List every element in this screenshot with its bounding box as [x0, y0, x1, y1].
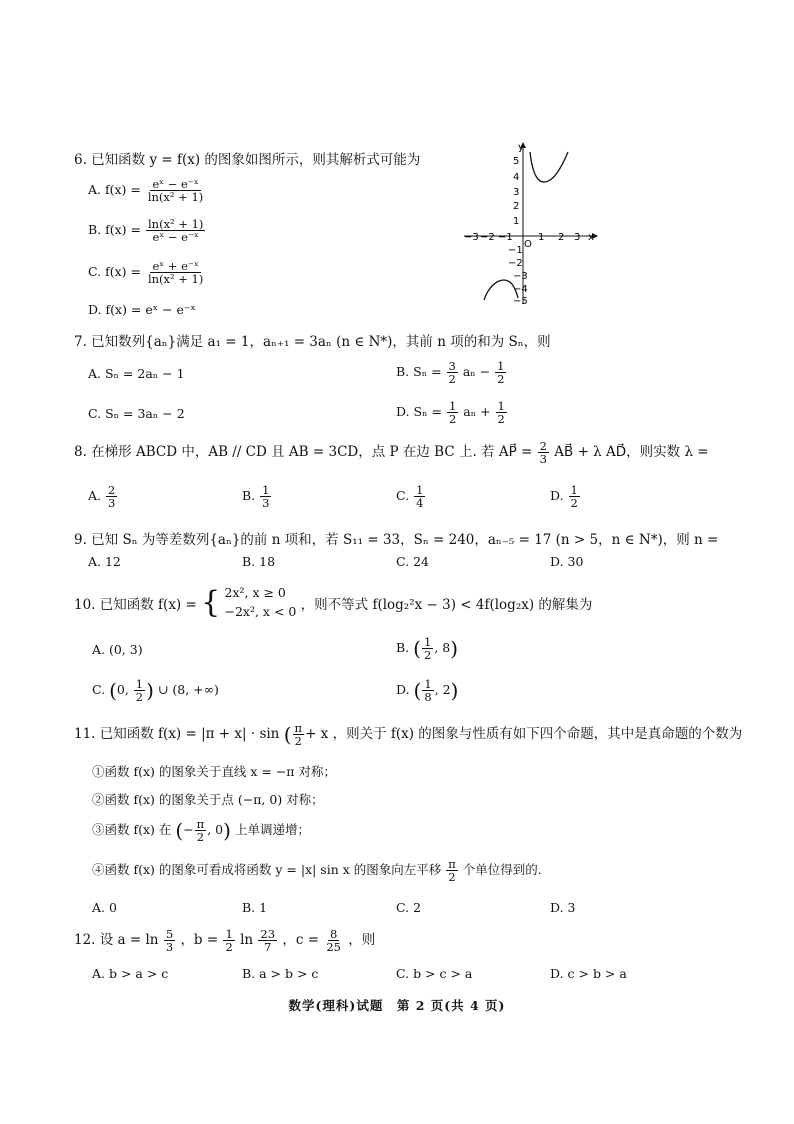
q8-option-d-den: 2 [570, 496, 578, 511]
x-tick-1: 1 [538, 232, 545, 243]
y-tick-neg3: −3 [513, 271, 528, 282]
q6-option-a [88, 178, 206, 203]
q12-a-num: 5 [165, 927, 174, 941]
q7-option-d-frac1-num: 1 [448, 399, 457, 413]
q12-b-num: 1 [225, 927, 233, 941]
q11-p3-in-post: , 0 [207, 822, 224, 838]
page-footer: 数学(理科)试题 第 2 页(共 4 页) [288, 998, 506, 1013]
q8-option-b-fraction [260, 484, 271, 509]
q6-option-c-fraction [146, 260, 205, 285]
q11-p3-frac-den: 2 [196, 830, 205, 845]
q7-option-b-frac1 [447, 360, 458, 385]
q11-p4-frac-num: π [448, 857, 456, 871]
q7-option-d-frac1-den: 2 [448, 412, 457, 427]
x-tick-3: 3 [574, 232, 581, 243]
q10-case-2: −2x², x < 0 [224, 603, 297, 619]
x-tick-labels [464, 232, 580, 243]
q10-option-d-fraction [422, 678, 433, 703]
q10-case-1: 2x², x ≥ 0 [224, 585, 286, 600]
q6-option-b-numerator: ln(x² + 1) [148, 217, 204, 231]
q10-option-a: A. (0, 3) [92, 642, 143, 657]
q9-option-a: A. 12 [88, 554, 121, 569]
q10-option-d-num: 1 [424, 677, 432, 691]
x-axis-label: x [588, 232, 594, 243]
q10-option-c-label: C. [92, 682, 106, 698]
q10-option-b-fraction [422, 636, 433, 661]
q12-mid-1: ，b = [180, 932, 219, 949]
q10-option-b-lparen: ( [413, 636, 421, 661]
q8-option-c-num: 1 [416, 483, 424, 497]
q7-option-b-frac2 [495, 360, 506, 385]
q10-option-b-rparen: ) [450, 636, 459, 661]
q7-option-d-frac2-num: 1 [497, 399, 505, 413]
q10-stem-pre: 10. 已知函数 f(x) = [74, 596, 197, 613]
q7-option-d-frac2 [496, 400, 507, 425]
q12-b2-num: 23 [260, 927, 276, 941]
q6-option-a-numerator: eˣ − e⁻ˣ [152, 177, 199, 191]
q6-option-a-label: A. f(x) = [88, 182, 141, 198]
q12-option-b: B. a > b > c [242, 966, 319, 981]
q12-mid-3: ，c = [282, 932, 320, 949]
q10-option-c-rparen: ) [146, 678, 154, 703]
q7-option-a: A. Sₙ = 2aₙ − 1 [88, 366, 185, 381]
q7-option-c: C. Sₙ = 3aₙ − 2 [88, 406, 185, 421]
q8-option-b [242, 484, 272, 509]
q6-stem: 6. 已知函数 y = f(x) 的图象如图所示，则其解析式可能为 [74, 152, 421, 168]
origin-label: O [524, 239, 532, 250]
q6-option-a-denominator: ln(x² + 1) [147, 190, 204, 205]
q11-p4-post: 个单位得到的. [462, 862, 542, 878]
graph-curve-right [530, 152, 568, 182]
q8-option-a-label: A. [88, 488, 102, 504]
q7-option-b-frac1-num: 3 [448, 359, 456, 373]
q12-option-d: D. c > b > a [550, 966, 627, 981]
q11-p4-fraction [446, 858, 458, 883]
q7-stem: 7. 已知数列{aₙ}满足 a₁ = 1，aₙ₊₁ = 3aₙ (n ∈ N*)，其前 n 项的和为 Sₙ，则 [74, 334, 551, 350]
q7-option-b-mid: aₙ − [462, 364, 491, 380]
q7-option-d-frac2-den: 2 [497, 412, 505, 427]
q8-option-a-den: 3 [108, 496, 116, 511]
q12-c-fraction [324, 928, 343, 953]
q10-stem [74, 584, 592, 622]
q9-stem: 9. 已知 Sₙ 为等差数列{aₙ}的前 n 项和，若 S₁₁ = 33，Sₙ = 240，aₙ₋₅ = 17 (n > 5，n ∈ N*)，则 n = [74, 532, 719, 548]
q11-p4-frac-den: 2 [448, 870, 456, 885]
q8-option-a-num: 2 [108, 483, 116, 497]
q8-stem-frac-num: 2 [539, 439, 547, 453]
q11-stem-lparen: ( [283, 722, 292, 747]
q11-option-c: C. 2 [396, 900, 422, 915]
q10-option-b-label: B. [396, 640, 410, 656]
q12-b-fraction [223, 928, 234, 953]
q11-stem-frac-den: 2 [294, 734, 302, 749]
q6-option-c-denominator: ln(x² + 1) [147, 272, 204, 287]
q8-option-c-fraction [414, 484, 425, 509]
q10-option-c-fraction [134, 678, 145, 703]
q10-option-d-post: , 2 [434, 682, 451, 698]
q12-option-a: A. b > a > c [92, 966, 169, 981]
q6-option-c [88, 260, 206, 285]
q8-option-b-den: 3 [262, 496, 270, 511]
x-tick-neg2: −2 [480, 232, 495, 243]
q10-option-c-num: 1 [135, 677, 144, 691]
q12-b2-fraction [258, 928, 277, 953]
q11-proposition-1: ①函数 f(x) 的图象关于直线 x = −π 对称； [92, 764, 336, 779]
q8-option-d-label: D. [550, 488, 564, 504]
q7-option-d [396, 400, 508, 425]
q11-stem [74, 722, 742, 747]
q11-option-a: A. 0 [92, 900, 117, 915]
q7-option-d-label: D. Sₙ = [396, 404, 442, 420]
q6-option-b-label: B. f(x) = [88, 222, 142, 238]
q11-p3-pre: ③函数 f(x) 在 [92, 822, 172, 838]
q11-p3-frac-num: π [196, 817, 205, 831]
q6-option-a-fraction [146, 178, 205, 203]
q12-a-fraction [164, 928, 175, 953]
q12-b2-den: 7 [264, 940, 272, 955]
y-tick-neg4: −4 [513, 284, 528, 295]
q6-option-c-label: C. f(x) = [88, 264, 141, 280]
x-tick-neg3: −3 [464, 232, 479, 243]
q11-proposition-2: ②函数 f(x) 的图象关于点 (−π, 0) 对称； [92, 792, 324, 807]
q6-option-c-numerator: eˣ + e⁻ˣ [152, 259, 199, 273]
x-tick-2: 2 [558, 232, 565, 243]
q11-p4-pre: ④函数 f(x) 的图象可看成将函数 y = |x| sin x 的图象向左平移 [92, 862, 442, 878]
q6-option-b [88, 218, 206, 243]
q12-stem-pre: 12. 设 a = ln [74, 932, 159, 949]
q10-option-b-post: , 8 [434, 640, 451, 656]
q10-option-b-den: 2 [423, 648, 432, 663]
y-tick-2: 2 [513, 201, 520, 212]
q10-option-b-num: 1 [423, 635, 432, 649]
q12-c-num: 8 [329, 927, 338, 941]
q10-option-d [396, 678, 458, 703]
q11-stem-frac-num: π [294, 721, 303, 735]
q9-option-d: D. 30 [550, 554, 584, 569]
q10-option-b [396, 636, 458, 661]
q8-option-d [550, 484, 581, 509]
q8-option-a-fraction [106, 484, 117, 509]
q11-option-d: D. 3 [550, 900, 576, 915]
q8-option-a [88, 484, 118, 509]
q8-option-c-den: 4 [416, 496, 424, 511]
q10-option-d-label: D. [396, 682, 410, 698]
q11-proposition-3 [92, 818, 310, 843]
q8-stem-fraction [538, 440, 549, 465]
q7-option-b-frac1-den: 2 [448, 372, 456, 387]
q10-option-d-rparen: ) [450, 678, 459, 703]
q12-a-den: 3 [165, 940, 174, 955]
q6-option-b-denominator: eˣ − e⁻ˣ [152, 230, 199, 245]
q9-option-b: B. 18 [242, 554, 276, 569]
y-tick-1: 1 [513, 216, 520, 227]
q7-option-b-label: B. Sₙ = [396, 364, 442, 380]
q12-option-c: C. b > c > a [396, 966, 473, 981]
y-tick-neg2: −2 [508, 258, 523, 269]
q10-option-d-lparen: ( [413, 678, 422, 703]
q8-option-b-label: B. [242, 488, 256, 504]
x-tick-neg1: −1 [498, 232, 513, 243]
q11-option-b: B. 1 [242, 900, 268, 915]
q6-function-graph [462, 140, 602, 308]
q11-proposition-4 [92, 858, 542, 883]
q12-b-den: 2 [225, 940, 233, 955]
q10-option-c-post: ∪ (8, +∞) [157, 682, 219, 698]
q9-option-c: C. 24 [396, 554, 429, 569]
q7-option-d-mid: aₙ + [463, 404, 491, 420]
y-tick-neg1: −1 [508, 245, 523, 256]
q8-option-c [396, 484, 426, 509]
q7-option-d-frac1 [447, 400, 458, 425]
q7-option-b [396, 360, 507, 385]
q7-option-b-frac2-den: 2 [497, 372, 505, 387]
q11-stem-post: + x ，则关于 f(x) 的图象与性质有如下四个命题，其中是真命题的个数为 [305, 726, 743, 743]
y-tick-neg5: −5 [513, 296, 528, 307]
q10-option-c [92, 678, 219, 703]
q10-option-c-lparen: ( [109, 678, 117, 703]
q11-p3-in-pre: − [183, 822, 194, 838]
q8-option-d-fraction [569, 484, 580, 509]
q12-mid-2: ln [240, 932, 254, 949]
q10-piecewise-cases [225, 584, 297, 622]
q8-option-b-num: 1 [262, 483, 270, 497]
q8-stem-post: AB⃗ + λ AD⃗，则实数 λ = [554, 444, 709, 461]
q12-stem-post: ，则 [348, 932, 376, 949]
q11-p3-rparen: ) [223, 818, 231, 843]
q8-stem-frac-den: 3 [539, 452, 547, 467]
q8-stem [74, 440, 709, 465]
q10-stem-post: ，则不等式 f(log₂²x − 3) < 4f(log₂x) 的解集为 [300, 596, 593, 613]
q10-piecewise-brace: { [201, 584, 221, 620]
q11-p3-fraction [195, 818, 207, 843]
y-tick-3: 3 [513, 187, 520, 198]
q11-stem-fraction [293, 722, 305, 747]
q6-option-b-fraction [146, 218, 205, 243]
q8-option-d-num: 1 [570, 483, 578, 497]
q10-option-c-den: 2 [135, 690, 144, 705]
q12-c-den: 25 [326, 940, 341, 955]
q11-p3-post: 上单调递增； [234, 822, 310, 838]
q7-option-b-frac2-num: 1 [497, 359, 505, 373]
q10-option-d-den: 8 [424, 690, 432, 705]
y-tick-4: 4 [513, 172, 520, 183]
q11-stem-pre: 11. 已知函数 f(x) = |π + x| · sin [74, 726, 280, 743]
q8-stem-pre: 8. 在梯形 ABCD 中，AB // CD 且 AB = 3CD，点 P 在边 BC 上. 若 AP⃗ = [74, 444, 533, 461]
y-tick-5: 5 [513, 156, 520, 167]
q12-stem [74, 928, 375, 953]
q11-p3-lparen: ( [175, 818, 184, 843]
q8-option-c-label: C. [396, 488, 410, 504]
q10-option-c-a: 0, [116, 682, 133, 698]
y-axis-label: y [518, 142, 524, 153]
q6-option-d: D. f(x) = eˣ − e⁻ˣ [88, 302, 196, 317]
